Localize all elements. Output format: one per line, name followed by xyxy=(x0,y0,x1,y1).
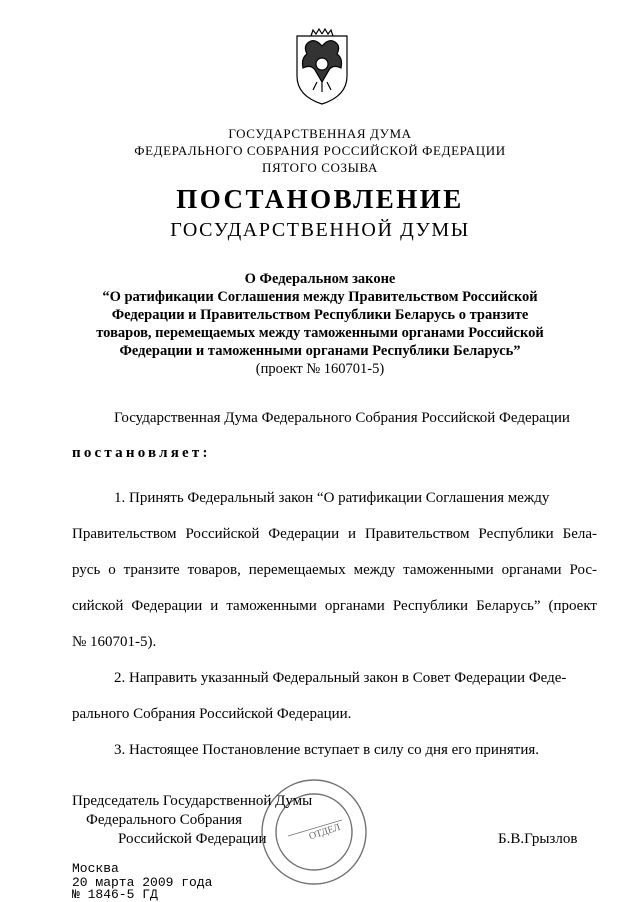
item2-line: рального Собрания Российской Федерации. xyxy=(72,706,352,722)
header-line-assembly: ФЕДЕРАЛЬНОГО СОБРАНИЯ РОССИЙСКОЙ ФЕДЕРАЦИИ xyxy=(134,143,506,158)
law-title-line: Федерации и таможенными органами Республики Беларусь” xyxy=(119,343,521,359)
signature-title-line: Российской Федерации xyxy=(118,831,267,847)
item2-line: 2. Направить указанный Федеральный закон в Совет Федерации Феде- xyxy=(114,670,567,686)
item1-line: сийской Федерации и таможенными органами Республики Беларусь” (проект xyxy=(72,598,597,614)
stamp-text: ОТДЕЛ xyxy=(307,821,342,843)
header-line-duma: ГОСУДАРСТВЕННАЯ ДУМА xyxy=(228,126,412,141)
item3-paragraph: 3. Настоящее Постановление вступает в силу со дня его принятия. xyxy=(114,742,540,758)
item1-line: Правительством Российской Федерации и Правительством Республики Бела- xyxy=(72,526,597,542)
law-title-line: О Федеральном законе xyxy=(244,271,396,287)
document-subtitle: ГОСУДАРСТВЕННОЙ ДУМЫ xyxy=(170,219,470,241)
intro-paragraph: Государственная Дума Федерального Собрания Российской Федерации xyxy=(114,410,570,426)
signature-title-line: Федерального Собрания xyxy=(86,812,243,828)
signatory-name: Б.В.Грызлов xyxy=(498,831,578,847)
law-title-line: Федерации и Правительством Республики Беларусь о транзите xyxy=(111,307,529,323)
footer-city: Москва xyxy=(72,861,119,876)
item1-line: русь о транзите товаров, перемещаемых между таможенными органами Рос- xyxy=(72,562,597,578)
resolves-word: постановляет: xyxy=(72,445,211,461)
law-title-line: товаров, перемещаемых между таможенными органами Российской xyxy=(96,325,544,341)
law-title-block xyxy=(60,270,580,378)
law-project-number: (проект № 160701-5) xyxy=(255,361,385,377)
header-line-convocation: ПЯТОГО СОЗЫВА xyxy=(262,160,378,175)
item1-line: 1. Принять Федеральный закон “О ратификации Соглашения между xyxy=(114,490,550,506)
law-title-line: “О ратификации Соглашения между Правительством Российской xyxy=(102,289,538,305)
double-headed-eagle-emblem-icon xyxy=(289,24,355,106)
document-title: ПОСТАНОВЛЕНИЕ xyxy=(176,184,464,214)
item1-line: № 160701-5). xyxy=(72,634,157,650)
signature-title-line: Председатель Государственной Думы xyxy=(72,793,313,809)
footer-number: № 1846-5 ГД xyxy=(72,887,158,902)
footer-date: 20 марта 2009 года xyxy=(72,875,213,890)
